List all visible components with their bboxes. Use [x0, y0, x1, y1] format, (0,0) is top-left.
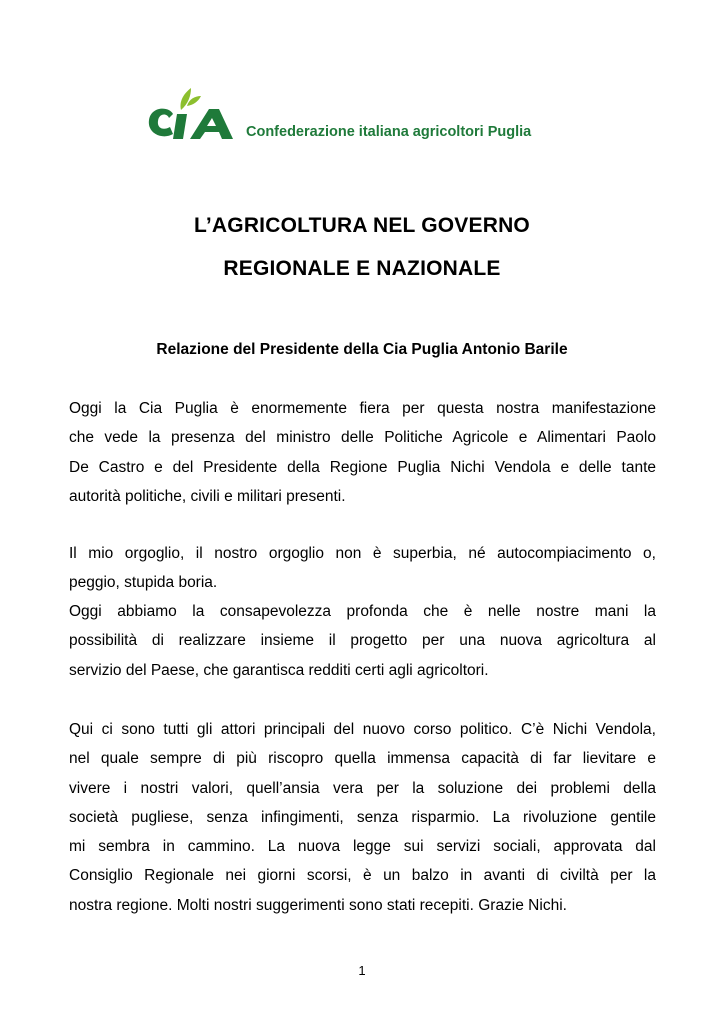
- paragraph-line: autorità politiche, civili e militari presenti.: [69, 487, 346, 505]
- paragraph-line: De Castro e del Presidente della Regione Puglia Nichi Vendola e delle tante: [69, 458, 656, 476]
- paragraph-4: [69, 715, 656, 920]
- paragraph-line: società pugliese, senza infingimenti, senza risparmio. La rivoluzione gentile: [69, 808, 656, 826]
- paragraph-line: servizio del Paese, che garantisca redditi certi agli agricoltori.: [69, 661, 489, 679]
- document-title-line-2: REGIONALE E NAZIONALE: [223, 257, 501, 280]
- paragraph-line: vivere i nostri valori, quell’ansia vera per la soluzione dei problemi della: [69, 779, 656, 797]
- paragraph-line: mi sembra in cammino. La nuova legge sui servizi sociali, approvata dal: [69, 838, 656, 856]
- header: [143, 84, 593, 146]
- document-subtitle: Relazione del Presidente della Cia Puglia Antonio Barile: [156, 341, 568, 358]
- paragraph-line: possibilità di realizzare insieme il progetto per una nuova agricoltura al: [69, 632, 656, 650]
- page-number: 1: [358, 963, 366, 978]
- paragraph-line: nel quale sempre di più riscopro quella immensa capacità di far lievitare e: [69, 750, 656, 768]
- paragraph-line: Oggi abbiamo la consapevolezza profonda che è nelle nostre mani la: [69, 603, 656, 620]
- organization-name: Confederazione italiana agricoltori Puglia: [246, 124, 532, 140]
- paragraph-line: Consiglio Regionale nei giorni scorsi, è un balzo in avanti di civiltà per la: [69, 867, 656, 885]
- paragraph-line: Qui ci sono tutti gli attori principali del nuovo corso politico. C’è Nichi Vendola,: [69, 721, 656, 738]
- paragraph-2: [69, 539, 656, 598]
- paragraph-3: [69, 597, 656, 685]
- paragraph-line: Il mio orgoglio, il nostro orgoglio non è superbia, né autocompiacimento o,: [69, 545, 656, 562]
- paragraph-line: Oggi la Cia Puglia è enormemente fiera per questa nostra manifestazione: [69, 400, 656, 417]
- paragraph-line: peggio, stupida boria.: [69, 574, 218, 592]
- paragraph-1: [69, 394, 656, 511]
- document-title-line-1: L’AGRICOLTURA NEL GOVERNO: [194, 214, 530, 237]
- paragraph-line: nostra regione. Molti nostri suggerimenti sono stati recepiti. Grazie Nichi.: [69, 896, 567, 914]
- paragraph-line: che vede la presenza del ministro delle Politiche Agricole e Alimentari Paolo: [69, 429, 656, 447]
- cia-logo: [143, 84, 241, 144]
